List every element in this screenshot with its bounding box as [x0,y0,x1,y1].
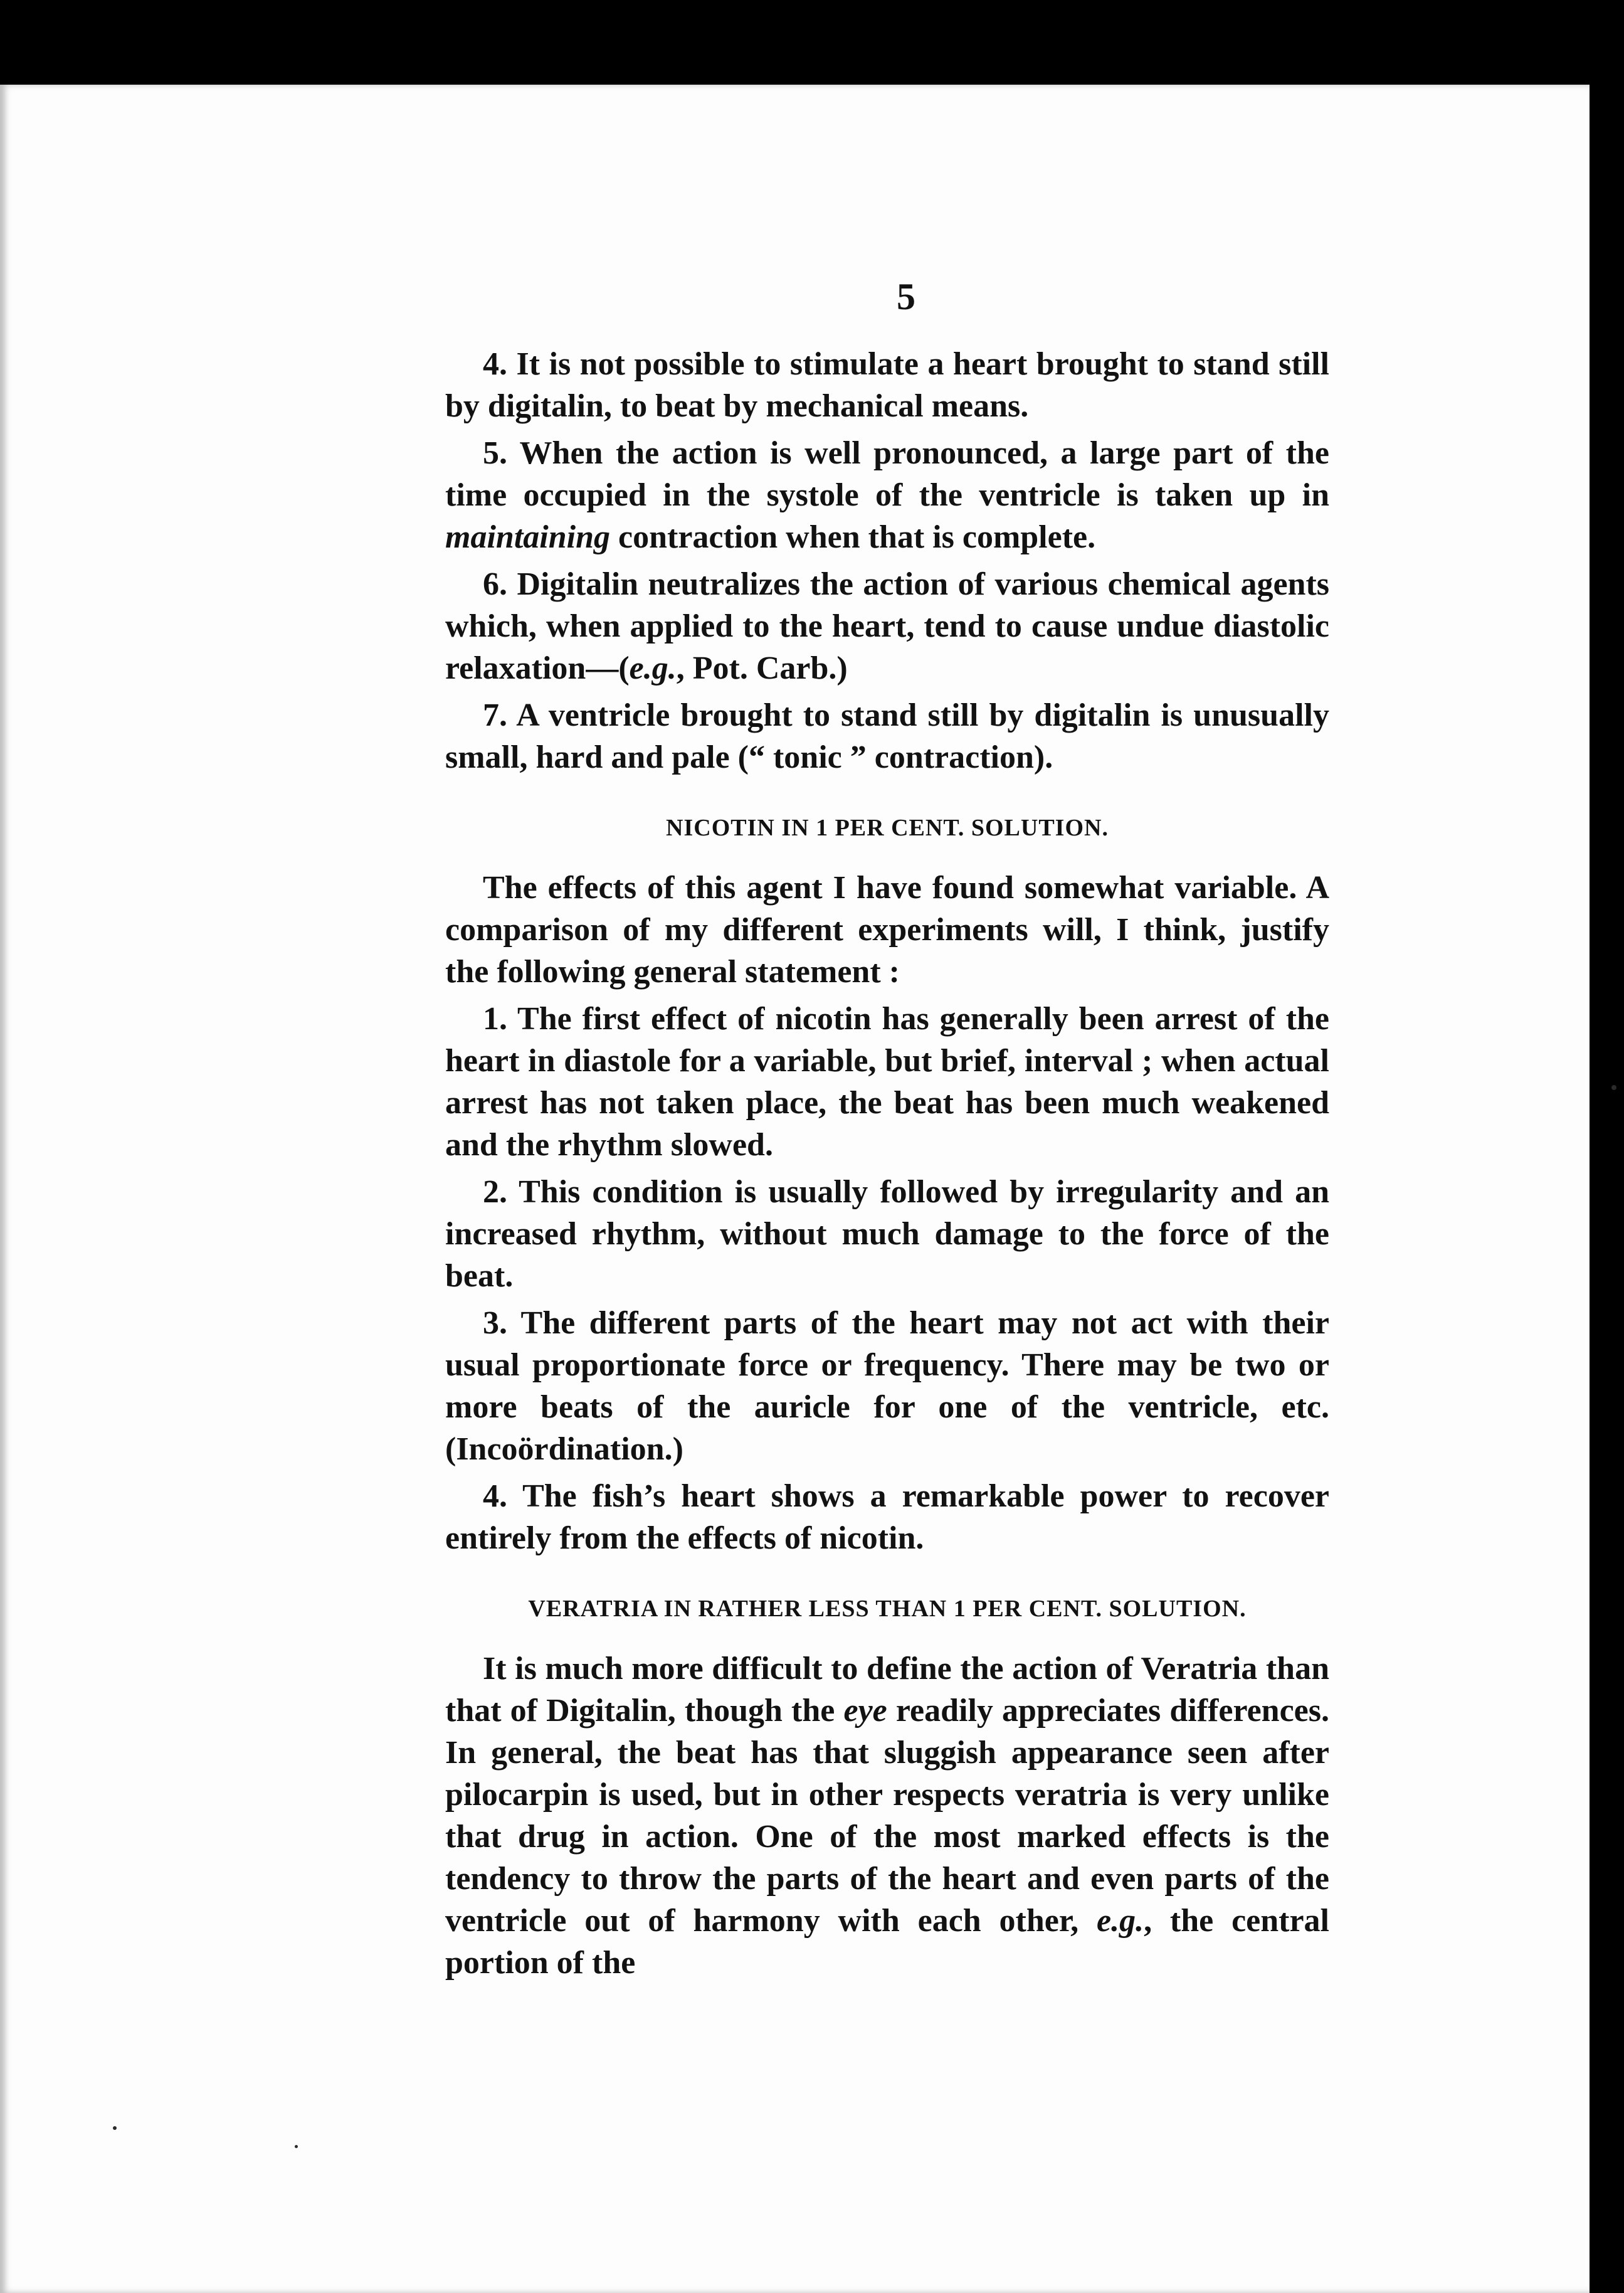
item-number: 4. [483,1478,507,1514]
italic-term: maintaining [445,519,610,555]
paragraph-text: contraction when that is complete. [610,519,1096,555]
scan-border [1590,94,1624,2293]
page-text [445,276,1329,1989]
paragraph-nicotin-2 [445,1171,1329,1297]
paragraph-text: Digitalin neutralizes the action of various chemical agents which, when applied to the heart, tend to cause undue diastolic relaxation—( [445,566,1329,686]
scan-speck [113,2126,117,2130]
item-number: 3. [483,1305,507,1341]
paragraph-text: The fish’s heart shows a remarkable power to recover entirely from the effects of nicotin. [445,1478,1330,1556]
scan-speck [295,2145,298,2148]
item-number: 1. [483,1001,507,1037]
italic-term: e.g. [1097,1903,1144,1939]
paragraph-text: The different parts of the heart may not act with their usual proportionate force or frequency. There may be two or more beats of the auricle for one of the ventricle, etc. (Incoördination.) [445,1305,1329,1467]
paragraph-nicotin-1 [445,998,1329,1166]
paragraph-text: This condition is usually followed by irregularity and an increased rhythm, without much damage to the force of the beat. [445,1174,1329,1294]
italic-term: e.g. [629,650,677,686]
paragraph-text: , the central portion of the [445,1903,1329,1981]
paragraph-text: It is not possible to stimulate a heart brought to stand still by digitalin, to beat by mechanical means. [445,346,1329,424]
paragraph-nicotin-3 [445,1302,1329,1470]
paragraph-veratria [445,1648,1329,1984]
paragraph-text: It is much more difficult to define the action of Veratria than that of Digitalin, though the [445,1651,1329,1729]
paragraph-text: readily appreciates differences. In general, the beat has that sluggish appearance seen after pilocarpin is used, but in other respects veratria is very unlike that drug in action. One of the most marked effects is the tendency to throw the parts of the heart and even parts of the ventricle out of harmony with each other, [445,1693,1329,1939]
paragraph-text: A ventricle brought to stand still by digitalin is unusually small, hard and pale (“ tonic ” contraction). [445,697,1329,775]
paragraph-nicotin-4 [445,1475,1329,1559]
scan-speck [1611,1085,1616,1090]
paragraph-digitalin-6 [445,563,1329,689]
section-heading-nicotin: NICOTIN IN 1 PER CENT. SOLUTION. [666,815,1109,841]
paragraph-text: The first effect of nicotin has generally been arrest of the heart in diastole for a variable, but brief, interval ; when actual arrest has not taken place, the beat has been much weakened and the rhythm slowed. [445,1001,1330,1163]
paragraph-digitalin-5 [445,432,1329,558]
paragraph-nicotin-intro: The effects of this agent I have found somewhat variable. A comparison of my different experiments will, I think, justify the following general statement : [445,870,1329,990]
section-heading-veratria: VERATRIA IN RATHER LESS THAN 1 PER CENT. SOLUTION. [528,1596,1247,1622]
italic-term: eye [843,1693,887,1729]
paragraph-text: , Pot. Carb.) [676,650,848,686]
item-number: 2. [483,1174,507,1210]
paragraph-digitalin-4 [445,343,1329,427]
item-number: 6. [483,566,507,602]
item-number: 7. [483,697,507,733]
item-number: 5. [483,435,507,471]
item-number: 4. [483,346,507,382]
paragraph-digitalin-7 [445,694,1329,778]
page-number: 5 [897,276,915,317]
paragraph-text: When the action is well pronounced, a large part of the time occupied in the systole of the ventricle is taken up in [445,435,1330,513]
